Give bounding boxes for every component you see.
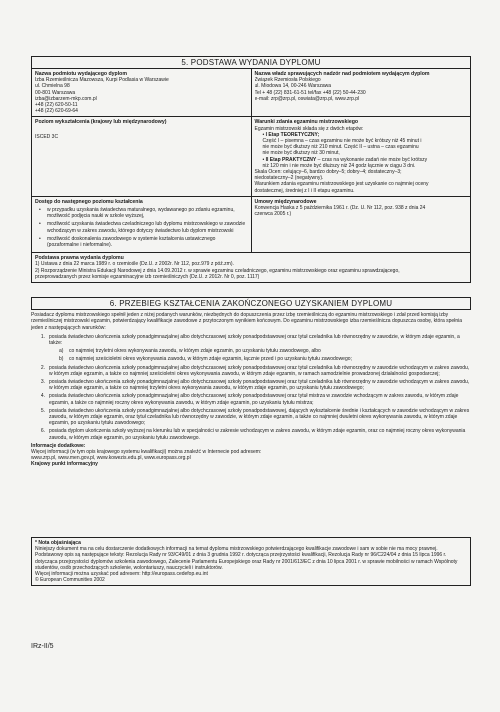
- issuer-line: +48 (22) 620-69-64: [35, 108, 78, 115]
- requirement-number: 5.: [40, 407, 45, 414]
- authority-line: Związek Rzemiosła Polskiego: [254, 77, 321, 84]
- section-6-body: [31, 310, 471, 469]
- agreements-line: czerwca 2005 r.): [254, 211, 292, 218]
- grading-cell: [251, 117, 471, 195]
- issuer-line: +48 (22) 620-50-11: [35, 102, 78, 109]
- note-text: Niniejszy dokument ma na celu dostarczenie dodatkowych informacji na temat dyplomu mistrzowskiego potwierdzającego kwalifikacje zawodowe i sam w sobie nie ma mocy prawnej. Podstawowy opis są następujące teksty: Rezolucja Rady nr 93/C49/01 z dnia 3 grudnia 1992 r. dotycząca przejrzystości kwalifikacji, Rezolucja Rady nr 96/C224/04 z dnia 15 lipca 1996 r. dotycząca przejrzystości dyplomów szkolenia zawodowego, Zalecenie Parlamentu Europejskiego oraz Rady nr 2001/613/EC z dnia 10 lipca 2001 r. w sprawie mobilności w ramach Wspólnoty studentów, osób przechodzących szkolenie, wolontariuszy, nauczycieli i instruktorów.: [35, 546, 458, 571]
- note-header: * Nota objaśniająca: [35, 540, 81, 546]
- requirement-number: 3.: [40, 378, 45, 385]
- requirement-text: posiada świadectwo ukończenia szkoły ponadgimnazjalnej albo dotychczasowej szkoły ponadpodstawowej oraz tytuł czeladnika lub równorzędny w zawodzie wchodzącym w zakres zawodu, w którym zdaje egzamin, a także co najmniej trzyletni okres wykonywania zawodu, w którym zdaje egzamin, po uzyskaniu tytułu zawodowego;: [49, 378, 470, 392]
- requirement-item: [31, 428, 471, 440]
- section-5-title: 5. PODSTAWA WYDANIA DYPLOMU: [31, 56, 471, 69]
- authority-line: ul. Miodowa 14, 00-246 Warszawa: [254, 83, 332, 90]
- scale-line: niedostateczny–2 (negatywny).: [254, 175, 324, 182]
- authority-header: Nazwa władz sprawujących nadzór nad podmiotem wydającym dyplom: [254, 71, 430, 77]
- requirement-text: posiada świadectwo ukończenia szkoły ponadgimnazjalnej albo dotychczasowej szkoły ponadpodstawowej, dających wykształcenie średnie i kształcących w zawodzie wchodzącym w zakres zawodu, w którym zdaje egzamin, oraz tytuł czeladnika lub równorzędny w zawodzie, w którym zdaje egzamin, a także co najmniej dwuletni okres wykonywania zawodu, w którym zdaje egzamin, po uzyskaniu tytułu zawodowego;: [49, 407, 470, 427]
- agreements-header: Umowy międzynarodowe: [254, 198, 317, 205]
- legal-header: Podstawa prawna wydania dyplomu: [35, 255, 124, 262]
- access-row: [32, 197, 470, 253]
- agreements-line: Konwencja Haska z 5 października 1961 r. (Dz. U. Nr 112, poz. 938 z dnia 24: [254, 205, 426, 212]
- requirement-number: 6.: [40, 428, 45, 435]
- scale-line: dostatecznej, średniej z I i II etapu egzaminu.: [254, 187, 355, 194]
- grading-intro: Egzamin mistrzowski składa się z dwóch etapów:: [254, 125, 364, 132]
- level-header: Poziom wykształcenia (krajowy lub międzynarodowy): [35, 119, 167, 126]
- bullet-icon: •: [39, 207, 41, 214]
- stage-2-title: II Etap PRAKTYCZNY: [265, 156, 317, 163]
- legal-line: przeprowadzanych przez komisje egzaminacyjne izb rzemieślniczych (Dz.U. z 2012r. Nr 0, poz. 1117): [35, 273, 260, 280]
- legal-line: 1) Ustawa z dnia 22 marca 1989 r. o rzemiośle (Dz.U. z 2002r. Nr 112, poz.979 z póź.zm).: [35, 261, 234, 268]
- section-5-table: [31, 69, 471, 283]
- stage-2-line: niż 120 min i nie może być dłuższy niż 24 godz łącznie w ciągu 3 dni.: [262, 162, 416, 169]
- access-item: • w przypadku uzyskania świadectwa maturalnego, wydawanego po zdaniu egzaminu, możliwość podjęcia nauki w szkole wyższej,: [39, 207, 235, 220]
- grading-header: Warunki zdania egzaminu mistrzowskiego: [254, 119, 359, 126]
- stage-1-title: I Etap TEORETYCZNY;: [265, 131, 320, 138]
- stage-1-line: nie może być dłuższy niż 210 minut. Część II – ustna – czas egzaminu: [262, 144, 419, 151]
- requirements-list: [31, 334, 471, 441]
- section-6-intro: Posiadacz dyplomu mistrzowskiego spełnił jeden z niżej podanych warunków, niezbędnych do dopuszczenia przez izbę rzemieślniczą do egzaminu mistrzowskiego i zdał przed komisją izby rzemieślniczej mistrzowski egzamin, potwierdzający kwalifikacje zawodowe z przytoczonym wynikiem końcowym. Do egzaminu mistrzowskiego izba rzemieślnicza dopuszcza osobę, która spełnia jeden z następujących warunków:: [31, 312, 462, 331]
- level-value: ISCED 3C: [35, 133, 59, 140]
- subitem-letter: b): [59, 356, 64, 363]
- requirement-item: [31, 334, 471, 346]
- requirement-item: [31, 379, 471, 391]
- subitem-letter: a): [59, 348, 64, 355]
- issuer-cell: [32, 69, 251, 116]
- requirement-text: posiada dyplom ukończenia szkoły wyższej na kierunku lub w specjalności w zakresie wchodzącym w zakres zawodu, w którym zdaje egzamin, oraz co najmniej roczny okres wykonywania zawodu, w którym zdaje egzamin, po uzyskaniu tytułu zawodowego.: [49, 428, 466, 441]
- level-cell: [32, 117, 251, 195]
- scale-line: Warunkiem zdania egzaminu mistrzowskiego jest uzyskanie co najmniej oceny: [254, 181, 429, 188]
- explanatory-note: [31, 537, 471, 586]
- requirement-subitem: [59, 356, 471, 362]
- requirement-number: 1.: [40, 333, 45, 340]
- requirement-item: [31, 408, 471, 427]
- requirement-number: 2.: [40, 364, 45, 371]
- legal-cell: [32, 253, 470, 282]
- requirement-text: posiada świadectwo ukończenia szkoły ponadgimnazjalnej albo dotychczasowej szkoły ponadpodstawowej oraz tytuł czeladnika lub równorzędny w zawodzie wchodzącym w zakres zawodu, w którym zdaje egzamin, a także co najmniej sześcioletni okres wykonywania zawodu, w którym zdaje egzamin, w ramach samodzielnie prowadzonej działalności gospodarczej;: [49, 364, 470, 377]
- subitem-text: co najmniej trzyletni okres wykonywania zawodu, w którym zdaje egzamin, po uzyskaniu tytułu zawodowego, albo: [69, 348, 321, 355]
- authority-line: e-mail: zrp@zrp.pl, oswiata@zrp.pl, www.zrp.pl: [254, 95, 360, 102]
- additional-info-header: Informacje dodatkowe:: [31, 442, 86, 449]
- bullet-icon: •: [39, 235, 41, 242]
- legal-line: 2) Rozporządzenie Ministra Edukacji Narodowej z dnia 14.09.2012 r. w sprawie egzaminu czeladniczego, egzaminu mistrzowskiego oraz egzaminu sprawdzającego,: [35, 267, 400, 274]
- access-header: Dostęp do następnego poziomu kształcenia: [35, 198, 143, 205]
- form-code: IRz-II/5: [31, 643, 54, 650]
- level-row: [32, 117, 470, 196]
- requirement-item: [31, 393, 471, 405]
- issuer-line: 00-801 Warszawa: [35, 89, 76, 96]
- stage-1-line: nie może być dłuższy niż 30 minut,: [262, 150, 340, 157]
- requirement-subitem: [59, 348, 471, 354]
- requirement-number: 4.: [40, 393, 45, 400]
- stage-2-line: – czas na wykonanie zadań nie może być krótszy: [316, 156, 428, 163]
- access-cell: [32, 197, 251, 252]
- additional-info-line: www.zrp.pl, www.men.gov.pl, www.kowezis.edu.pl, www.europass.org.pl: [31, 455, 191, 462]
- section-6-title: 6. PRZEBIEG KSZTAŁCENIA ZAKOŃCZONEGO UZYSKANIEM DYPLOMU: [31, 297, 471, 310]
- bullet-icon: •: [39, 221, 41, 228]
- bullet-icon: •: [262, 131, 266, 138]
- issuer-header: Nazwa podmiotu wydającego dyplom: [35, 71, 127, 77]
- authority-cell: [251, 69, 471, 116]
- issuer-line: izba@izbarzem-mkp.com.pl: [35, 95, 97, 102]
- agreements-cell: [251, 197, 471, 252]
- document-page: [31, 56, 471, 470]
- requirement-item: [31, 365, 471, 377]
- issuer-row: [32, 69, 470, 117]
- additional-info-line: Więcej informacji (w tym opis krajowego systemu kwalifikacji) można znaleźć w Internecie pod adresem:: [31, 448, 262, 455]
- requirement-text: posiada świadectwo ukończenia szkoły ponadgimnazjalnej albo dotychczasowej szkoły ponadpodstawowej oraz tytuł mistrza w zawodzie wchodzącym w zakres zawodu, w którym zdaje egzamin, a także co najmniej roczny okres wykonywania zawodu, w którym zdaje egzamin, po uzyskaniu tytułu mistrza;: [49, 393, 459, 406]
- note-more: Więcej informacji można uzyskać pod adresem: http://europass.cedefop.eu.int: [35, 571, 208, 578]
- access-item: • możliwość doskonalenia zawodowego w systemie kształcenia ustawicznego (pozaformalne i nieformalne).: [39, 235, 216, 249]
- issuer-line: ul. Chmielna 98: [35, 83, 70, 90]
- authority-line: Tel + 48 (22) 831-61-51 tel/fax +48 (22) 50-44-230: [254, 89, 366, 96]
- issuer-line: Izba Rzemieślnicza Mazowsza, Kurpi Podlasia w Warszawie: [35, 77, 169, 84]
- requirement-text: posiada świadectwo ukończenia szkoły ponadgimnazjalnej albo dotychczasowej szkoły ponadpodstawowej oraz tytuł czeladnika lub równorzędny w zawodzie, w którym zdaje egzamin, a także:: [49, 333, 460, 346]
- bullet-icon: •: [262, 156, 266, 163]
- stage-1-line: Część I – pisemna – czas egzaminu nie może być krótszy niż 45 minut i: [262, 138, 422, 145]
- note-copyright: © European Communities 2002: [35, 577, 105, 584]
- access-item: • możliwość uzyskania świadectwa czeladniczego lub dyplomu mistrzowskiego w zawodzie wchodzącym w zakres zawodu, którego dotyczy świadectwo lub dyplom mistrzowski: [39, 221, 246, 234]
- contact-header: Krajowy punkt informacyjny: [31, 461, 98, 468]
- subitem-text: co najmniej sześcioletni okres wykonywania zawodu, w którym zdaje egzamin, łącznie przed i po uzyskaniu tytułu zawodowego;: [69, 356, 352, 363]
- scale-line: Skala Ocen: celujący–6, bardzo dobry–5; dobry–4; dostateczny–3;: [254, 169, 402, 176]
- legal-row: [32, 253, 470, 282]
